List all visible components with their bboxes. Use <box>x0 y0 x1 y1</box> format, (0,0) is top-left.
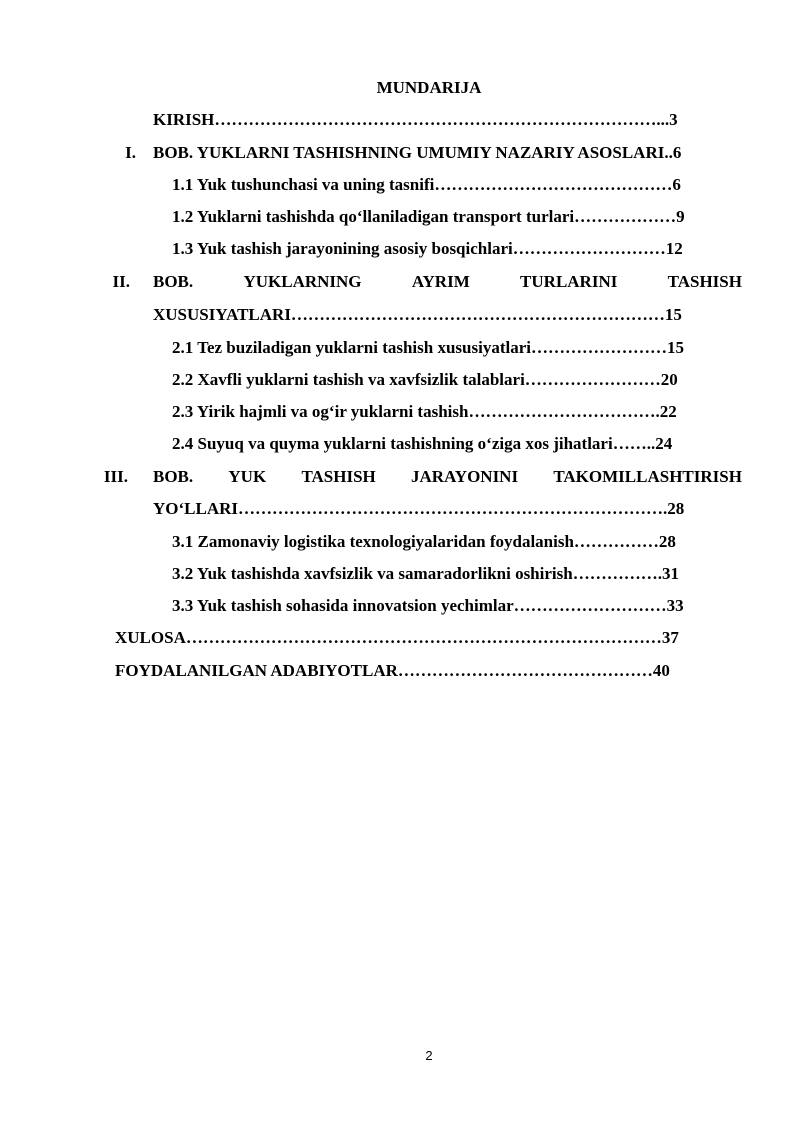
toc-entry-3-2[interactable]: 3.2 Yuk tashishda xavfsizlik va samaradorlikni oshirish…………….31 <box>172 564 679 583</box>
chapter-2-number: II. <box>112 272 130 291</box>
toc-entry-3-1[interactable]: 3.1 Zamonaviy logistika texnologiyalaridan foydalanish……………28 <box>172 532 676 551</box>
toc-entry-chapter-2-cont[interactable]: XUSUSIYATLARI…………………………………………………………15 <box>153 305 682 324</box>
chapter-1-number: I. <box>125 143 136 162</box>
toc-entry-adabiyotlar[interactable]: FOYDALANILGAN ADABIYOTLAR………………………………………40 <box>115 661 670 680</box>
chapter-2-word: YUKLARNING <box>243 272 362 291</box>
chapter-2-word: TASHISH <box>667 272 742 291</box>
chapter-2-word: TURLARINI <box>520 272 618 291</box>
toc-entry-chapter-3-cont[interactable]: YO‘LLARI………………………………………………………………….28 <box>153 499 685 518</box>
chapter-3-word: YUK <box>228 467 267 486</box>
toc-entry-2-3[interactable]: 2.3 Yirik hajmli va og‘ir yuklarni tashish…………………………….22 <box>172 402 677 421</box>
toc-title: MUNDARIJA <box>376 78 482 97</box>
toc-entry-1-1[interactable]: 1.1 Yuk tushunchasi va uning tasnifi……………………………………6 <box>172 175 681 194</box>
chapter-3-word: BOB. <box>153 467 194 486</box>
toc-entry-3-3[interactable]: 3.3 Yuk tashish sohasida innovatsion yechimlar………………………33 <box>172 596 684 615</box>
toc-entry-2-2[interactable]: 2.2 Xavfli yuklarni tashish va xavfsizlik talablari……………………20 <box>172 370 678 389</box>
toc-entry-2-4[interactable]: 2.4 Suyuq va quyma yuklarni tashishning o‘ziga xos jihatlari……..24 <box>172 434 673 453</box>
chapter-2-word: AYRIM <box>411 272 470 291</box>
page-number: 2 <box>425 1048 433 1063</box>
chapter-2-word: BOB. <box>153 272 194 291</box>
toc-entry-kirish[interactable]: KIRISH……………………………………………………………………...3 <box>153 110 678 129</box>
toc-entry-xulosa[interactable]: XULOSA…………………………………………………………………………37 <box>115 628 679 647</box>
toc-entry-chapter-1[interactable]: BOB. YUKLARNI TASHISHNING UMUMIY NAZARIY ASOSLARI..6 <box>153 143 682 162</box>
chapter-3-word: TAKOMILLASHTIRISH <box>553 467 742 486</box>
toc-entry-chapter-2[interactable] <box>153 272 742 292</box>
toc-entry-1-2[interactable]: 1.2 Yuklarni tashishda qo‘llaniladigan transport turlari………………9 <box>172 207 685 226</box>
toc-entry-2-1[interactable]: 2.1 Tez buziladigan yuklarni tashish xususiyatlari……………………15 <box>172 338 684 357</box>
toc-entry-chapter-3[interactable] <box>153 467 742 487</box>
toc-entry-1-3[interactable]: 1.3 Yuk tashish jarayonining asosiy bosqichlari………………………12 <box>172 239 683 258</box>
chapter-3-number: III. <box>103 467 128 486</box>
chapter-3-word: TASHISH <box>301 467 376 486</box>
chapter-3-word: JARAYONINI <box>411 467 519 486</box>
